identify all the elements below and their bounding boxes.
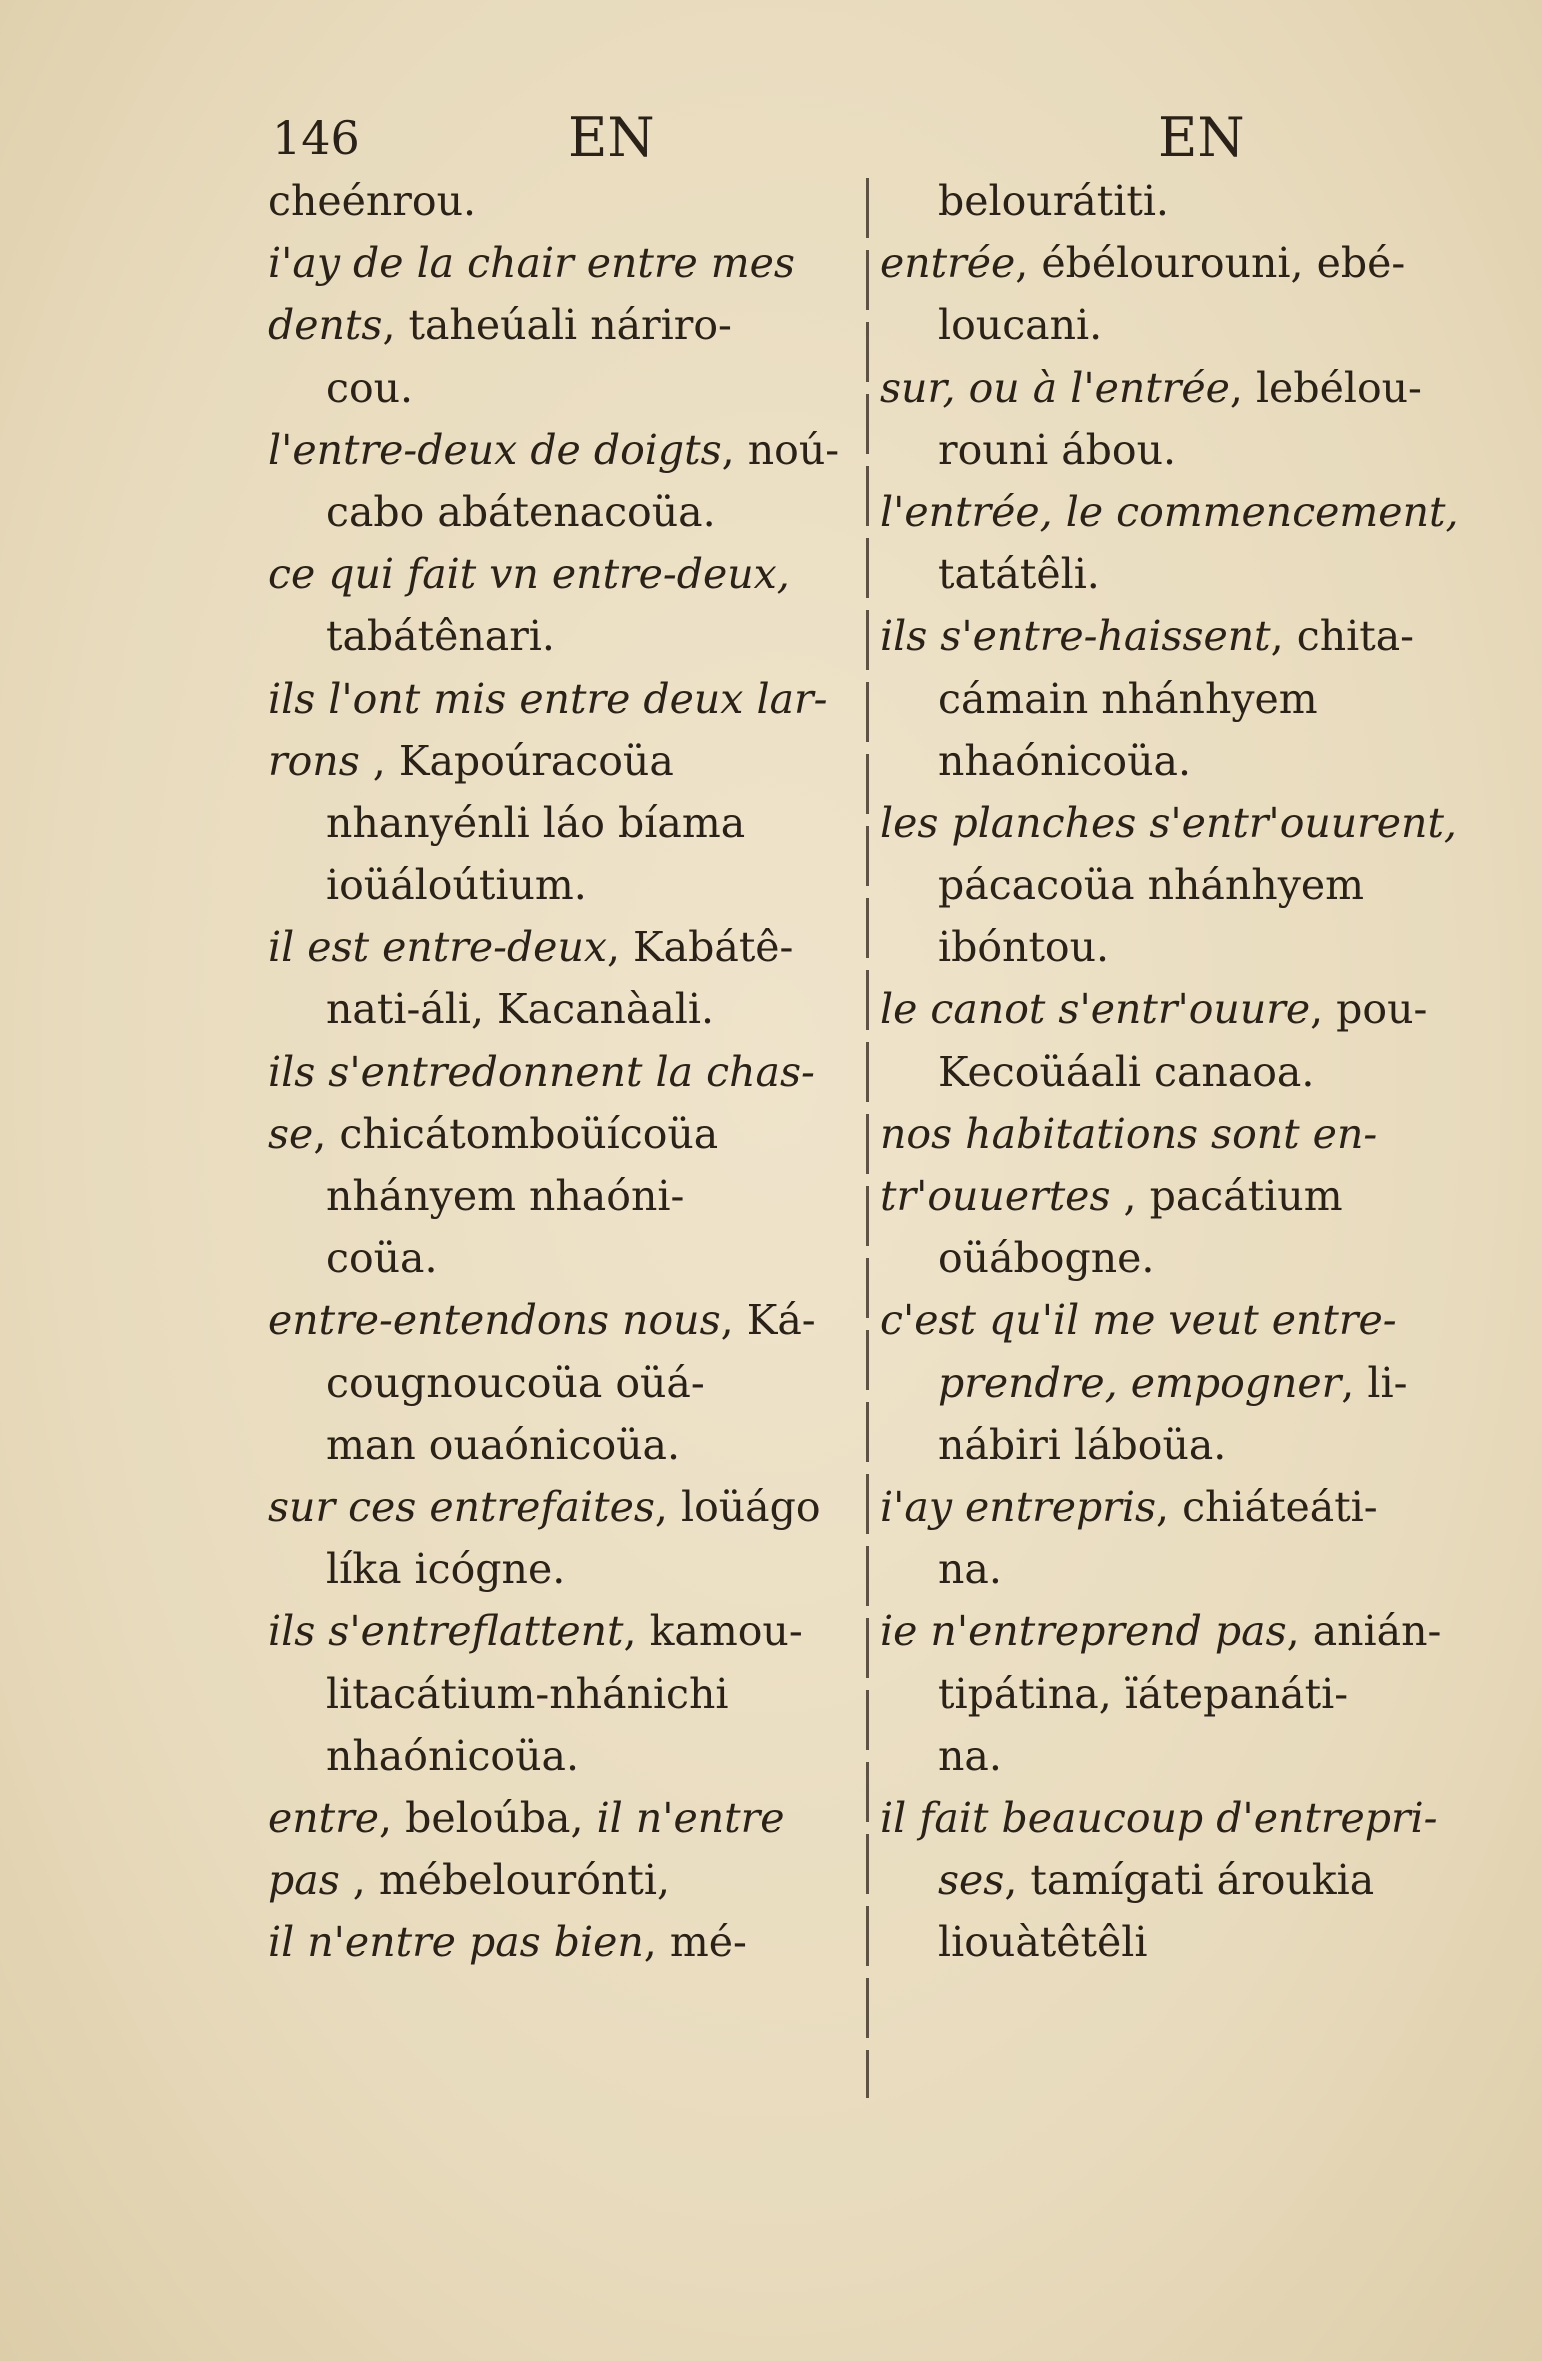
french-term: sur ces entrefaites — [268, 1482, 655, 1531]
dictionary-line — [268, 170, 868, 232]
french-term: prendre, empogner — [938, 1358, 1342, 1407]
french-term: ils s'entredonnent la chas- — [268, 1047, 815, 1096]
carib-gloss: rouni ábou. — [938, 425, 1177, 474]
dictionary-line — [268, 232, 868, 294]
carib-gloss: tipátina, ïátepanáti- — [938, 1669, 1349, 1718]
carib-gloss: , beloúba, — [379, 1793, 597, 1842]
carib-gloss: , mé- — [643, 1918, 747, 1967]
carib-gloss: , taheúali náriro- — [382, 301, 732, 350]
carib-gloss: nábiri láboüa. — [938, 1420, 1227, 1469]
dictionary-line — [268, 978, 868, 1040]
dictionary-line — [268, 1103, 868, 1165]
dictionary-line — [880, 730, 1440, 792]
carib-gloss: , anián- — [1286, 1607, 1442, 1656]
dictionary-line — [268, 730, 868, 792]
dictionary-line — [880, 1103, 1440, 1165]
carib-gloss: oüábogne. — [938, 1234, 1155, 1283]
dictionary-line — [268, 854, 868, 916]
dictionary-line — [268, 1663, 868, 1725]
left-column — [268, 170, 868, 1973]
carib-gloss: pácacoüa nhánhyem — [938, 861, 1364, 910]
french-term: ils l'ont mis entre deux lar- — [268, 674, 828, 723]
carib-gloss: , lebélou- — [1229, 363, 1422, 412]
dictionary-line — [880, 1041, 1440, 1103]
french-term: ils s'entreflattent — [268, 1607, 624, 1656]
dictionary-line — [880, 419, 1440, 481]
carib-gloss: , Kabátê- — [606, 923, 794, 972]
dictionary-line — [268, 1911, 868, 1973]
carib-gloss: , mébelourónti, — [339, 1856, 670, 1905]
carib-gloss: cheénrou. — [268, 177, 477, 225]
dictionary-line — [880, 481, 1459, 543]
french-term: rons — [268, 736, 360, 785]
carib-gloss: , pacátium — [1110, 1172, 1343, 1220]
carib-gloss: loucani. — [938, 301, 1103, 350]
carib-gloss: liouàtêtêli — [938, 1918, 1148, 1967]
french-term: il fait beaucoup d'entrepri- — [880, 1793, 1438, 1842]
dictionary-line — [880, 232, 1440, 294]
french-term: c'est qu'il me veut entre- — [880, 1296, 1397, 1345]
french-term: le canot s'entr'ouure — [880, 985, 1311, 1034]
dictionary-line — [880, 605, 1440, 667]
dictionary-line — [268, 294, 868, 356]
dictionary-line — [268, 481, 868, 543]
carib-gloss: na. — [938, 1731, 1002, 1780]
carib-gloss: litacátium-nhánichi — [326, 1669, 729, 1718]
dictionary-line — [880, 1911, 1440, 1973]
dictionary-line — [880, 1227, 1440, 1289]
dictionary-line — [268, 605, 868, 667]
left-running-head: EN — [568, 106, 655, 169]
column-divider — [866, 178, 869, 2098]
dictionary-line — [880, 543, 1440, 605]
dictionary-line — [268, 916, 868, 978]
carib-gloss: tatátêli. — [938, 550, 1100, 599]
french-term: il n'entre pas bien — [268, 1918, 644, 1967]
french-term: il est entre-deux — [268, 923, 607, 972]
carib-gloss: nhaónicoüa. — [938, 736, 1191, 785]
dictionary-line — [880, 1289, 1440, 1351]
carib-gloss: , chiáteáti- — [1156, 1482, 1378, 1531]
french-term: les planches s'entr'ouurent, — [880, 798, 1457, 847]
french-term: entre-entendons nous — [268, 1296, 721, 1345]
carib-gloss: nhanyénli láo bíama — [326, 798, 746, 847]
dictionary-line — [880, 1725, 1440, 1787]
dictionary-line — [268, 1600, 868, 1662]
french-term: i'ay entrepris — [880, 1482, 1157, 1531]
french-term: l'entre-deux de doigts — [268, 425, 722, 474]
carib-gloss: , ébélourouni, ebé- — [1015, 239, 1406, 288]
carib-gloss: nhányem nhaóni- — [326, 1172, 685, 1220]
carib-gloss: na. — [938, 1545, 1002, 1594]
carib-gloss: tabátênari. — [326, 612, 555, 661]
carib-gloss: cámain nhánhyem — [938, 674, 1318, 723]
carib-gloss: cou. — [326, 363, 414, 412]
french-term: dents — [268, 301, 383, 350]
carib-gloss: ioüáloútium. — [326, 861, 587, 910]
carib-gloss: , loüágo — [654, 1482, 821, 1531]
carib-gloss: , chita- — [1270, 612, 1414, 661]
carib-gloss: , chicátomboüícoüa — [313, 1109, 719, 1158]
dictionary-line — [880, 1165, 1440, 1227]
dictionary-line — [268, 792, 868, 854]
dictionary-line — [880, 978, 1440, 1040]
dictionary-line — [268, 1289, 868, 1351]
page-number: 146 — [272, 111, 360, 165]
dictionary-line — [880, 1414, 1440, 1476]
french-term: tr'ouuertes — [880, 1172, 1111, 1220]
dictionary-line — [268, 1041, 868, 1103]
carib-gloss: nati-áli, Kacanàali. — [326, 985, 715, 1034]
french-term: ce qui fait vn entre-deux, — [268, 550, 790, 599]
carib-gloss: nhaónicoüa. — [326, 1731, 579, 1780]
carib-gloss: , Kapoúracoüa — [359, 736, 674, 785]
running-header — [0, 105, 1542, 175]
carib-gloss: , noú- — [721, 425, 840, 474]
dictionary-line — [268, 1849, 868, 1911]
dictionary-line — [268, 1227, 868, 1289]
dictionary-line — [268, 668, 868, 730]
dictionary-line — [268, 1787, 868, 1849]
dictionary-line — [880, 1663, 1440, 1725]
dictionary-line — [268, 1538, 868, 1600]
dictionary-line — [880, 1787, 1440, 1849]
french-term: sur, ou à l'entrée — [880, 363, 1230, 412]
french-term: entre — [268, 1793, 380, 1842]
dictionary-line — [880, 1352, 1440, 1414]
carib-gloss: Kecoüáali canaoa. — [938, 1047, 1315, 1096]
dictionary-line — [880, 357, 1440, 419]
carib-gloss: , kamou- — [623, 1607, 803, 1656]
carib-gloss: cabo abátenacoüa. — [326, 487, 716, 536]
french-term: pas — [268, 1856, 340, 1905]
dictionary-line — [880, 1600, 1440, 1662]
dictionary-line — [880, 668, 1440, 730]
french-term: entrée — [880, 239, 1016, 288]
carib-gloss: , pou- — [1310, 985, 1428, 1034]
dictionary-line — [268, 1725, 868, 1787]
carib-gloss: man ouaónicoüa. — [326, 1420, 681, 1469]
dictionary-line — [880, 294, 1440, 356]
carib-gloss: , Ká- — [720, 1296, 816, 1345]
carib-gloss: cougnoucoüa oüá- — [326, 1358, 705, 1407]
dictionary-line — [268, 357, 868, 419]
dictionary-line — [268, 1476, 868, 1538]
dictionary-line — [268, 1414, 868, 1476]
dictionary-line — [268, 543, 868, 605]
carib-gloss: ibóntou. — [938, 923, 1110, 972]
french-term: se — [268, 1109, 314, 1158]
dictionary-line — [880, 1849, 1440, 1911]
carib-gloss: líka icógne. — [326, 1545, 566, 1594]
carib-gloss: belourátiti. — [938, 177, 1169, 225]
carib-gloss: , li- — [1341, 1358, 1408, 1407]
dictionary-line — [268, 419, 868, 481]
dictionary-line — [268, 1165, 868, 1227]
carib-gloss: coüa. — [326, 1234, 438, 1283]
french-term: ie n'entreprend pas — [880, 1607, 1287, 1656]
dictionary-line — [880, 170, 1440, 232]
dictionary-line — [880, 1538, 1440, 1600]
french-term: nos habitations sont en- — [880, 1109, 1378, 1158]
right-column — [880, 170, 1459, 1973]
right-running-head: EN — [1158, 106, 1245, 169]
dictionary-line — [880, 854, 1440, 916]
dictionary-line — [880, 1476, 1440, 1538]
french-term: i'ay de la chair entre mes — [268, 239, 795, 288]
dictionary-line — [880, 792, 1457, 854]
dictionary-line — [268, 1352, 868, 1414]
dictionary-line — [880, 916, 1440, 978]
french-term: il n'entre — [596, 1793, 785, 1842]
french-term: ses — [938, 1856, 1005, 1905]
french-term: l'entrée, le commencement, — [880, 487, 1459, 536]
french-term: ils s'entre-haissent — [880, 612, 1271, 661]
carib-gloss: , tamígati ároukia — [1004, 1856, 1375, 1905]
